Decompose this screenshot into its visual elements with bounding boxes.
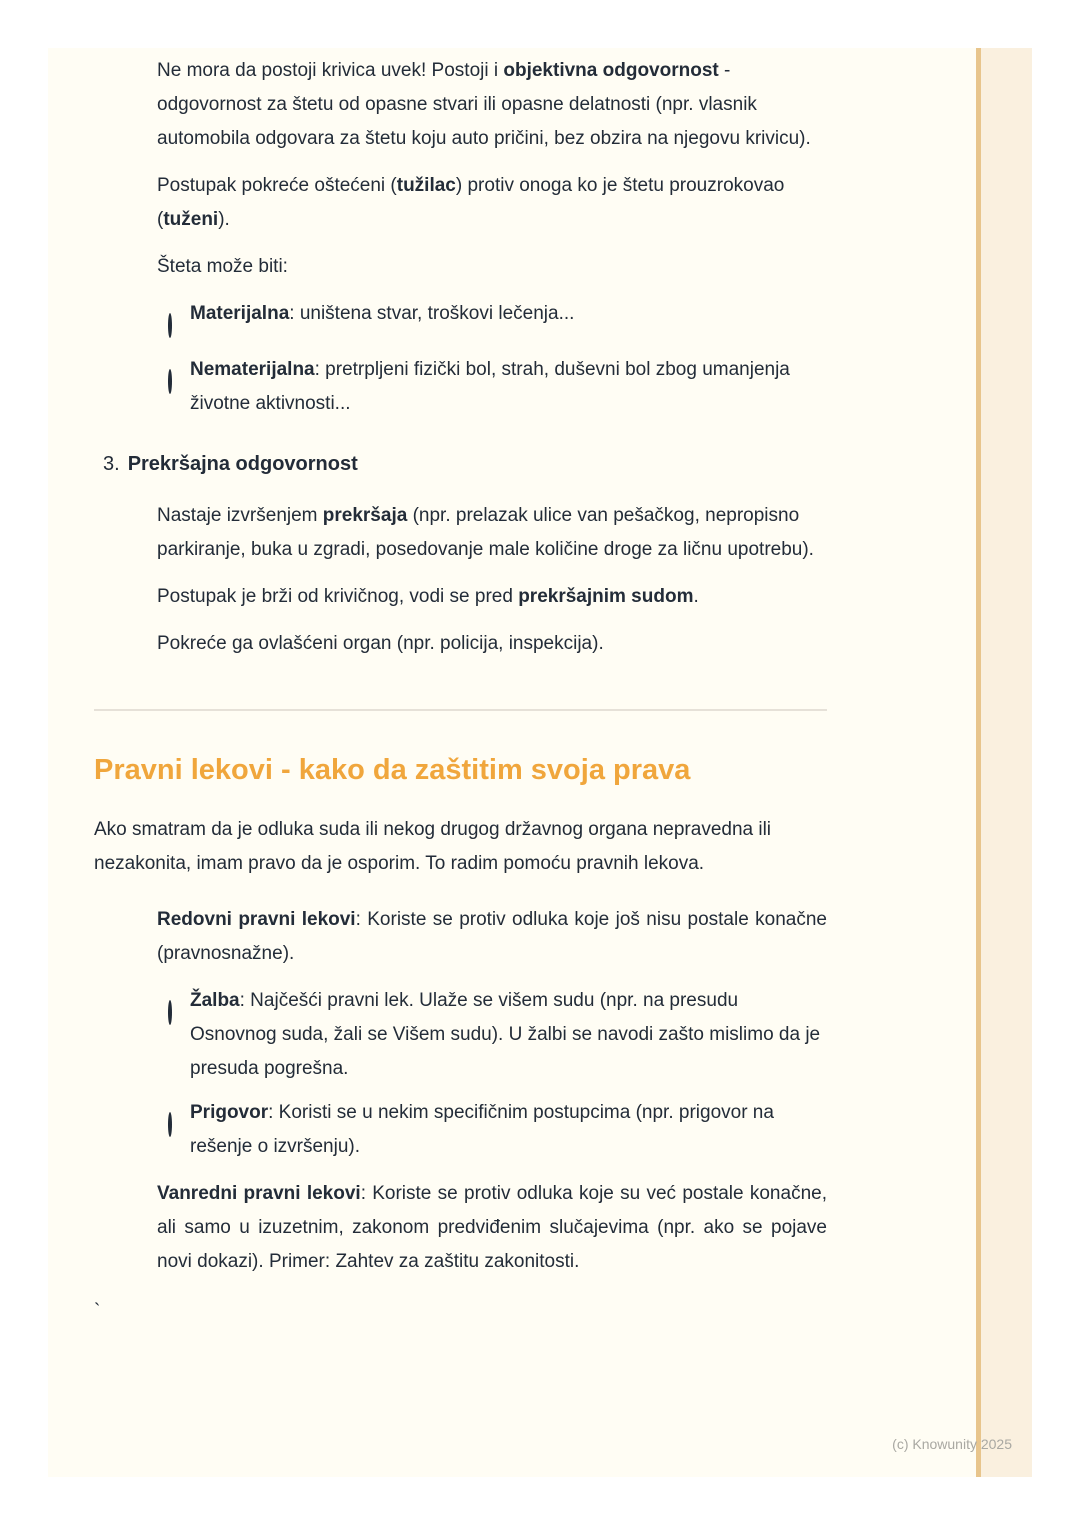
bold-text: tužilac: [396, 175, 456, 196]
circle-icon: [168, 353, 190, 421]
item-text: [190, 353, 827, 421]
bullet-icon: [133, 580, 157, 614]
bullet-icon: [133, 627, 157, 661]
bold-text: Vanredni pravni lekovi: [157, 1183, 361, 1204]
text-run: ) protiv onoga ko je štetu prouzrokovao (: [157, 175, 785, 230]
text-run: ).: [218, 209, 230, 230]
item-text: [157, 499, 827, 567]
item-text: [157, 903, 827, 971]
text-run: Postupak pokreće oštećeni (: [157, 175, 397, 196]
sub-bullet-item: [168, 1096, 827, 1164]
bullet-icon: [133, 169, 157, 237]
circle-ring: [168, 313, 172, 338]
number-marker: 3.: [103, 453, 120, 475]
bold-text: prekršaja: [322, 505, 408, 526]
text-run: Nastaje izvršenjem: [157, 505, 323, 526]
text-run: Pravni lekovi - kako da zaštitim svoja prava: [94, 754, 691, 786]
item-text: [157, 1177, 827, 1279]
bullet-item: [133, 1177, 827, 1279]
text-run: - odgovornost za štetu od opasne stvari ili opasne delatnosti (npr. vlasnik automobila odgovara za štetu koju auto pričini, bez obzira na njegovu krivicu).: [157, 60, 811, 149]
bullet-icon: [133, 54, 157, 156]
item-text: [190, 1096, 827, 1164]
numbered-item: [103, 447, 827, 481]
text-run: : Koriste se protiv odluka koje još nisu postale konačne (pravnosnažne).: [157, 909, 827, 964]
bold-text: Prigovor: [190, 1102, 269, 1123]
bullet-icon: [133, 250, 157, 284]
sub-bullet-item: [168, 353, 827, 421]
bold-text: Prekršajna odgovornost: [127, 453, 358, 475]
item-text: [190, 297, 827, 343]
sub-bullet-item: [168, 297, 827, 343]
text-run: : Najčešći pravni lek. Ulaže se višem sudu (npr. na presudu Osnovnog suda, žali se Višem sudu). U žalbi se navodi zašto mislimo da je presuda pogrešna.: [190, 990, 821, 1079]
text-run: Ako smatram da je odluka suda ili nekog drugog državnog organa nepravedna ili nezakonita, imam pravo da je osporim. To radim pomoću pravnih lekova.: [94, 819, 772, 874]
item-text: [157, 627, 827, 661]
section-heading: [94, 753, 827, 787]
circle-icon: [168, 1096, 190, 1164]
text-run: : pretrpljeni fizički bol, strah, duševni bol zbog umanjenja životne aktivnosti...: [190, 359, 790, 414]
copyright-text: (c) Knowunity 2025: [892, 1436, 1012, 1452]
item-text: [157, 580, 827, 614]
section-divider: [94, 709, 827, 711]
circle-ring: [168, 1112, 172, 1137]
bullet-item: [133, 54, 827, 156]
stray-character: [94, 1295, 827, 1329]
text-run: (npr. prelazak ulice van pešačkog, nepropisno parkiranje, buka u zgradi, posedovanje male količine droge za ličnu upotrebu).: [157, 505, 814, 560]
bold-text: prekršajnim sudom: [518, 586, 694, 607]
bullet-item: [133, 580, 827, 614]
bullet-icon: [133, 903, 157, 971]
circle-icon: [168, 297, 190, 343]
circle-ring: [168, 1000, 172, 1025]
circle-ring: [168, 369, 172, 394]
text-run: Pokreće ga ovlašćeni organ (npr. policija, inspekcija).: [157, 633, 604, 654]
item-text: [128, 447, 827, 481]
bullet-item: [133, 250, 827, 284]
sub-bullet-item: [168, 984, 827, 1086]
text-run: : Koristi se u nekim specifičnim postupcima (npr. prigovor na rešenje o izvršenju).: [190, 1102, 774, 1157]
bullet-item: [133, 903, 827, 971]
bullet-icon: [133, 1177, 157, 1279]
bold-text: Redovni pravni lekovi: [157, 909, 356, 930]
item-text: [157, 54, 827, 156]
text-run: Postupak je brži od krivičnog, vodi se pred: [157, 586, 519, 607]
document-page: [48, 48, 1032, 1477]
text-run: : Koriste se protiv odluka koje su već postale konačne, ali samo u izuzetnim, zakonom predviđenim slučajevima (npr. ako se pojave novi dokazi). Primer: Zahtev za zaštitu zakonitosti.: [157, 1183, 827, 1272]
text-run: Šteta može biti:: [157, 256, 288, 277]
bullet-item: [133, 499, 827, 567]
item-text: [157, 250, 827, 284]
bold-text: tuženi: [163, 209, 219, 230]
bullet-item: [133, 627, 827, 661]
text-run: Ne mora da postoji krivica uvek! Postoji i: [157, 60, 504, 81]
bold-text: objektivna odgovornost: [503, 60, 719, 81]
circle-icon: [168, 984, 190, 1086]
bullet-icon: [133, 499, 157, 567]
text-run: .: [693, 586, 699, 607]
text-run: `: [94, 1301, 101, 1322]
item-text: [157, 169, 827, 237]
paragraph: [94, 813, 827, 881]
bold-text: Materijalna: [190, 303, 290, 324]
document-content: [94, 54, 827, 1329]
text-run: : uništena stvar, troškovi lečenja...: [289, 303, 575, 324]
page-edge-stripe: [976, 48, 1032, 1477]
bold-text: Žalba: [190, 990, 240, 1011]
bullet-item: [133, 169, 827, 237]
item-text: [190, 984, 827, 1086]
bold-text: Nematerijalna: [190, 359, 315, 380]
